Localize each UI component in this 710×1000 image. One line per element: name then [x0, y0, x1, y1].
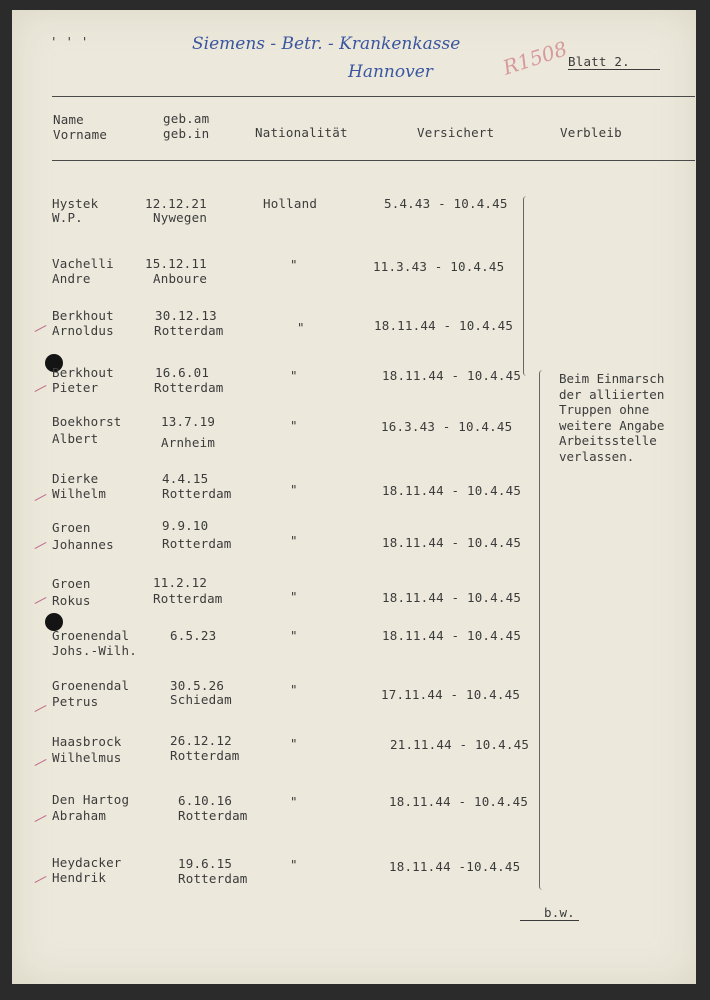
check-mark	[35, 597, 47, 604]
red-stamp: R1508	[499, 36, 571, 80]
row-nationality: "	[290, 533, 298, 548]
header-rule-top	[52, 96, 695, 97]
remark-line: verlassen.	[559, 448, 635, 464]
document-page	[12, 10, 696, 984]
row-nationality: "	[290, 589, 298, 604]
row-vorname: Hendrik	[52, 870, 107, 885]
row-place: Arnheim	[161, 435, 216, 450]
row-date: 12.12.21	[145, 196, 207, 211]
row-vorname: Wilhelmus	[52, 750, 122, 765]
row-nationality: "	[290, 257, 298, 272]
row-date: 16.6.01	[155, 365, 210, 380]
row-insured: 18.11.44 - 10.4.45	[382, 590, 522, 605]
remark-line: Beim Einmarsch	[559, 371, 665, 386]
row-vorname: Arnoldus	[52, 323, 114, 338]
check-mark	[35, 759, 47, 766]
header-geb-in: geb.in	[163, 126, 210, 141]
row-place: Rotterdam	[153, 591, 223, 606]
row-date: 9.9.10	[162, 518, 209, 533]
row-date: 6.10.16	[178, 793, 233, 808]
row-insured: 21.11.44 - 10.4.45	[390, 737, 530, 752]
handwritten-title: Siemens - Betr. - Krankenkasse	[192, 34, 461, 54]
row-vorname: Abraham	[52, 808, 107, 823]
row-name: Den Hartog	[52, 792, 130, 807]
row-date: 11.2.12	[153, 575, 208, 590]
remark-line: weitere Angabe	[559, 417, 665, 433]
row-insured: 17.11.44 - 10.4.45	[381, 687, 521, 702]
row-place: Rotterdam	[154, 380, 224, 395]
row-date: 4.4.15	[162, 471, 209, 486]
row-insured: 16.3.43 - 10.4.45	[381, 419, 513, 434]
check-mark	[35, 494, 47, 501]
row-insured: 18.11.44 - 10.4.45	[382, 535, 522, 550]
row-nationality: "	[290, 794, 298, 809]
row-name: Boekhorst	[52, 414, 122, 429]
row-name: Vachelli	[52, 256, 114, 271]
header-geb-am: geb.am	[163, 111, 210, 126]
row-name: Berkhout	[52, 365, 114, 380]
row-place: Rotterdam	[162, 486, 232, 501]
row-vorname: Andre	[52, 271, 91, 286]
row-nationality: "	[290, 418, 298, 433]
row-vorname: Johannes	[52, 537, 114, 552]
row-name: Dierke	[52, 471, 99, 486]
bracket-upper	[523, 196, 530, 376]
row-date: 30.12.13	[155, 308, 217, 323]
footer-bw: b.w.	[520, 905, 579, 921]
check-mark	[35, 815, 47, 822]
row-insured: 18.11.44 - 10.4.45	[374, 318, 514, 333]
sheet-number: Blatt 2.	[568, 54, 660, 70]
row-nationality: "	[290, 857, 298, 872]
row-name: Berkhout	[52, 308, 114, 323]
header-verbleib: Verbleib	[560, 125, 622, 140]
check-mark	[35, 385, 47, 392]
remark-line: Arbeitsstelle	[559, 433, 657, 448]
bracket-lower	[539, 370, 546, 890]
row-vorname: W.P.	[52, 210, 83, 225]
row-place: Anboure	[153, 271, 208, 286]
header-vorname: Vorname	[53, 127, 108, 142]
check-mark	[35, 705, 47, 712]
row-vorname: Albert	[52, 431, 99, 446]
row-vorname: Petrus	[52, 694, 99, 709]
row-vorname: Johs.-Wilh.	[52, 643, 137, 658]
header-rule-bottom	[52, 160, 695, 161]
row-vorname: Rokus	[52, 593, 91, 608]
row-name: Hystek	[52, 196, 99, 211]
row-place: Schiedam	[170, 692, 232, 707]
row-nationality: "	[290, 736, 298, 751]
row-insured: 18.11.44 - 10.4.45	[389, 794, 529, 809]
check-mark	[35, 876, 47, 883]
row-date: 13.7.19	[161, 414, 216, 429]
remark-line: der alliierten	[559, 386, 665, 402]
row-nationality: "	[290, 628, 298, 643]
row-insured: 18.11.44 - 10.4.45	[382, 483, 522, 498]
row-date: 30.5.26	[170, 678, 225, 693]
row-place: Rotterdam	[178, 871, 248, 886]
row-insured: 18.11.44 - 10.4.45	[382, 628, 522, 643]
row-date: 26.12.12	[170, 733, 232, 748]
row-place: Rotterdam	[170, 748, 240, 763]
remark-line: Truppen ohne	[559, 402, 650, 417]
row-nationality: "	[290, 482, 298, 497]
row-date: 6.5.23	[170, 628, 217, 643]
row-nationality: "	[290, 682, 298, 697]
header-versichert: Versichert	[417, 125, 495, 140]
row-nationality: "	[297, 320, 305, 335]
row-place: Rotterdam	[162, 536, 232, 551]
check-mark	[35, 542, 47, 549]
row-insured: 11.3.43 - 10.4.45	[373, 259, 505, 274]
row-name: Groen	[52, 520, 91, 535]
row-name: Groenendal	[52, 628, 130, 643]
handwritten-city: Hannover	[348, 62, 433, 82]
corner-marks: ' ' '	[50, 34, 89, 49]
row-date: 15.12.11	[145, 256, 207, 271]
row-name: Groenendal	[52, 678, 130, 693]
row-name: Groen	[52, 576, 91, 591]
row-vorname: Pieter	[52, 380, 99, 395]
remark-block	[559, 371, 664, 464]
row-insured: 5.4.43 - 10.4.45	[384, 196, 508, 211]
check-mark	[35, 325, 47, 332]
header-name: Name	[53, 112, 84, 127]
row-place: Rotterdam	[178, 808, 248, 823]
row-nationality: Holland	[263, 196, 318, 211]
row-name: Heydacker	[52, 855, 122, 870]
row-vorname: Wilhelm	[52, 486, 107, 501]
row-insured: 18.11.44 -10.4.45	[389, 859, 521, 874]
row-place: Nywegen	[153, 210, 208, 225]
header-nationalitaet: Nationalität	[255, 125, 348, 140]
row-place: Rotterdam	[154, 323, 224, 338]
row-insured: 18.11.44 - 10.4.45	[382, 368, 522, 383]
row-nationality: "	[290, 368, 298, 383]
row-date: 19.6.15	[178, 856, 233, 871]
row-name: Haasbrock	[52, 734, 122, 749]
